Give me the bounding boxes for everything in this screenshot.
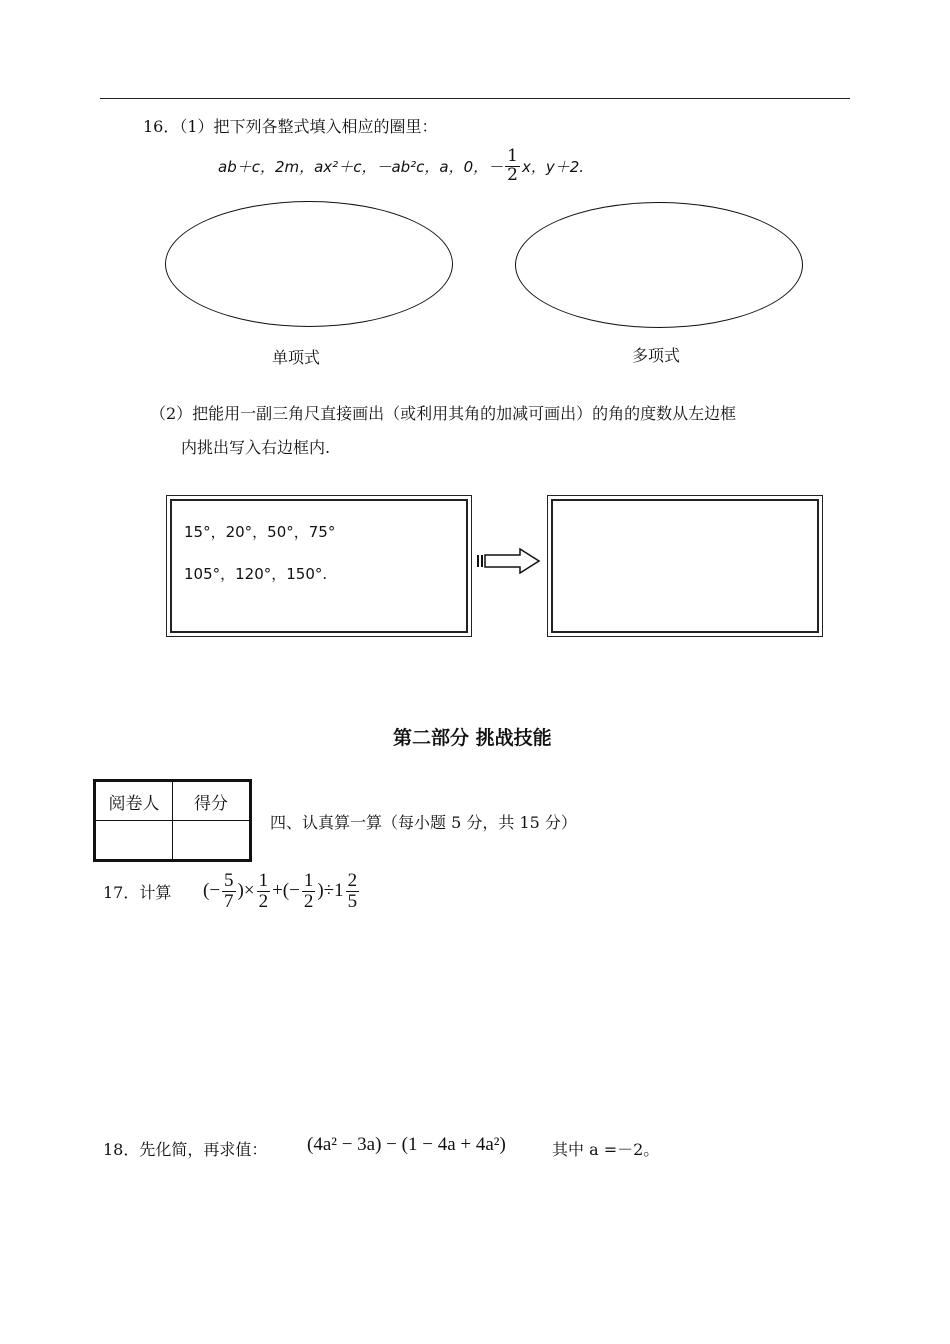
fraction-denominator: 5 bbox=[347, 890, 358, 912]
q18-expression: (4a² − 3a) − (1 − 4a + 4a²) bbox=[307, 1134, 506, 1155]
fraction-two-fifths bbox=[346, 871, 360, 912]
fraction-numerator: 2 bbox=[347, 869, 358, 891]
fraction-one-half-b bbox=[302, 871, 316, 912]
polynomial-oval[interactable] bbox=[515, 202, 803, 328]
score-cell[interactable] bbox=[173, 821, 250, 860]
fraction-numerator: 1 bbox=[507, 145, 518, 166]
score-header: 得分 bbox=[173, 782, 250, 821]
fraction-one-half bbox=[505, 145, 520, 185]
grader-header: 阅卷人 bbox=[96, 782, 173, 821]
fraction-denominator: 2 bbox=[507, 164, 518, 185]
expr-part: +(− bbox=[272, 880, 300, 901]
q16-part2-line2: 内挑出写入右边框内. bbox=[181, 438, 331, 457]
arrow-right-icon bbox=[476, 548, 542, 574]
expr-part: )× bbox=[237, 880, 255, 901]
fraction-numerator: 1 bbox=[303, 869, 314, 891]
q17-expression bbox=[203, 864, 361, 918]
expression-text-tail: x，y＋2. bbox=[521, 157, 585, 176]
fraction-denominator: 2 bbox=[258, 890, 269, 912]
fraction-five-sevenths bbox=[222, 871, 236, 912]
q18-label: 18．先化简，再求值： bbox=[103, 1140, 268, 1159]
grader-cell[interactable] bbox=[96, 821, 173, 860]
angle-list-line1: 15°，20°，50°，75° bbox=[184, 523, 336, 541]
angle-list-line2: 105°，120°，150°. bbox=[184, 565, 328, 583]
expression-text: ab＋c，2m，ax²＋c，－ab²c，a，0，－ bbox=[218, 157, 504, 176]
monomial-oval[interactable] bbox=[165, 201, 453, 327]
q16-part2-line1: （2）把能用一副三角尺直接画出（或利用其角的加减可画出）的角的度数从左边框 bbox=[150, 404, 737, 423]
q17-label: 17．计算 bbox=[103, 883, 172, 902]
top-rule bbox=[100, 98, 850, 99]
section-heading: 四、认真算一算（每小题 5 分，共 15 分） bbox=[270, 813, 577, 832]
fraction-denominator: 7 bbox=[224, 890, 234, 912]
angle-answer-box[interactable] bbox=[551, 499, 819, 633]
expr-part: )÷1 bbox=[317, 880, 344, 901]
polynomial-label: 多项式 bbox=[632, 346, 681, 365]
section-title: 第二部分 挑战技能 bbox=[393, 727, 552, 749]
angle-source-box bbox=[170, 499, 468, 633]
fraction-denominator: 2 bbox=[303, 890, 314, 912]
q16-part1-label: 16．（1）把下列各整式填入相应的圈里： bbox=[143, 117, 438, 136]
fraction-numerator: 5 bbox=[224, 869, 234, 891]
fraction-numerator: 1 bbox=[258, 869, 269, 891]
fraction-one-half-a bbox=[257, 871, 271, 912]
expr-part: (− bbox=[203, 880, 221, 901]
grading-table bbox=[93, 779, 252, 862]
monomial-label: 单项式 bbox=[272, 348, 321, 367]
q18-tail: 其中 a =－2。 bbox=[552, 1140, 660, 1159]
q16-expression-list bbox=[218, 141, 584, 191]
